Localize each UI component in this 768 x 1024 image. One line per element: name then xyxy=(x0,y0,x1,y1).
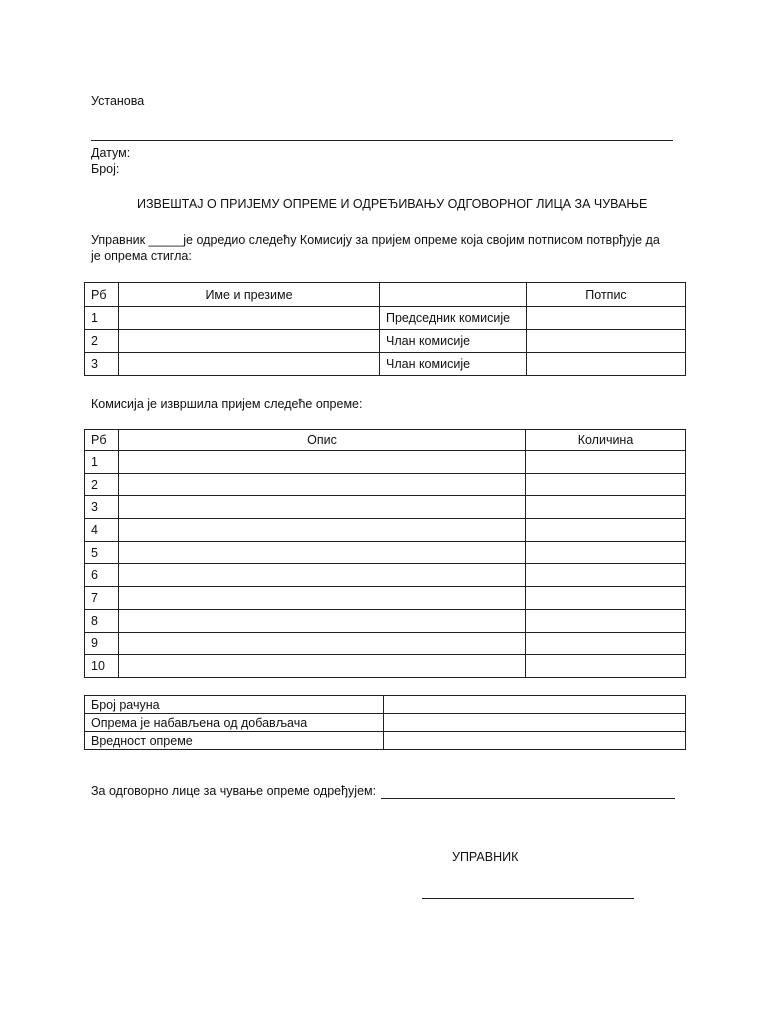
equipment-row-number: 5 xyxy=(85,541,119,564)
table-row xyxy=(85,632,686,655)
committee-table xyxy=(84,282,686,376)
table-row xyxy=(85,519,686,542)
committee-role-cell: Председник комисије xyxy=(380,307,527,330)
equipment-quantity-cell[interactable] xyxy=(526,519,686,542)
equipment-intro: Комисија је извршила пријем следеће опреме: xyxy=(91,397,363,411)
invoice-number-label: Број рачуна xyxy=(85,696,384,714)
equipment-row-number: 2 xyxy=(85,473,119,496)
equipment-row-number: 7 xyxy=(85,587,119,610)
table-row xyxy=(85,307,686,330)
responsible-person-blank-line[interactable] xyxy=(381,798,675,799)
invoice-number-value[interactable] xyxy=(384,696,686,714)
committee-header-rb: Рб xyxy=(85,283,119,307)
number-label: Број: xyxy=(91,162,120,176)
equipment-description-cell[interactable] xyxy=(119,655,526,678)
committee-signature-cell[interactable] xyxy=(527,353,686,376)
manager-signature-line[interactable] xyxy=(422,898,634,899)
equipment-quantity-cell[interactable] xyxy=(526,655,686,678)
equipment-row-number: 8 xyxy=(85,609,119,632)
intro-line-1: Управник _____је одредио следећу Комисију за пријем опреме која својим потписом потврђује да xyxy=(91,233,660,247)
equipment-quantity-cell[interactable] xyxy=(526,496,686,519)
table-row xyxy=(85,541,686,564)
equipment-quantity-cell[interactable] xyxy=(526,473,686,496)
equipment-description-cell[interactable] xyxy=(119,496,526,519)
institution-blank-line[interactable] xyxy=(91,140,673,141)
committee-signature-cell[interactable] xyxy=(527,307,686,330)
committee-row-number: 2 xyxy=(85,330,119,353)
committee-signature-cell[interactable] xyxy=(527,330,686,353)
equipment-quantity-cell[interactable] xyxy=(526,451,686,474)
equipment-quantity-cell[interactable] xyxy=(526,609,686,632)
equipment-description-cell[interactable] xyxy=(119,587,526,610)
equipment-value-label: Вредност опреме xyxy=(85,732,384,750)
table-row xyxy=(85,696,686,714)
committee-table-header xyxy=(85,283,686,307)
equipment-header-rb: Рб xyxy=(85,430,119,451)
equipment-description-cell[interactable] xyxy=(119,609,526,632)
equipment-quantity-cell[interactable] xyxy=(526,541,686,564)
date-label: Датум: xyxy=(91,146,131,160)
table-row xyxy=(85,564,686,587)
committee-header-role xyxy=(380,283,527,307)
table-row xyxy=(85,714,686,732)
equipment-table-header xyxy=(85,430,686,451)
equipment-quantity-cell[interactable] xyxy=(526,587,686,610)
equipment-row-number: 3 xyxy=(85,496,119,519)
equipment-description-cell[interactable] xyxy=(119,564,526,587)
supplier-value[interactable] xyxy=(384,714,686,732)
equipment-header-description: Опис xyxy=(119,430,526,451)
supplier-label: Опрема је набављена од добављача xyxy=(85,714,384,732)
table-row xyxy=(85,451,686,474)
table-row xyxy=(85,330,686,353)
equipment-row-number: 1 xyxy=(85,451,119,474)
equipment-header-quantity: Количина xyxy=(526,430,686,451)
equipment-table xyxy=(84,429,686,678)
responsible-person-label: За одговорно лице за чување опреме одређујем: xyxy=(91,784,377,798)
table-row xyxy=(85,496,686,519)
manager-title: УПРАВНИК xyxy=(452,850,519,864)
institution-label: Установа xyxy=(91,94,145,108)
table-row xyxy=(85,732,686,750)
table-row xyxy=(85,473,686,496)
committee-name-cell[interactable] xyxy=(119,307,380,330)
equipment-row-number: 6 xyxy=(85,564,119,587)
table-row xyxy=(85,587,686,610)
committee-header-name: Име и презиме xyxy=(119,283,380,307)
equipment-description-cell[interactable] xyxy=(119,519,526,542)
page-title: ИЗВЕШТАЈ О ПРИЈЕМУ ОПРЕМЕ И ОДРЕЂИВАЊУ ОДГОВОРНОГ ЛИЦА ЗА ЧУВАЊЕ xyxy=(137,197,648,211)
intro-line-2: је опрема стигла: xyxy=(91,249,192,263)
committee-role-cell: Члан комисије xyxy=(380,330,527,353)
invoice-table xyxy=(84,695,686,750)
committee-row-number: 1 xyxy=(85,307,119,330)
equipment-quantity-cell[interactable] xyxy=(526,564,686,587)
equipment-description-cell[interactable] xyxy=(119,473,526,496)
committee-header-signature: Потпис xyxy=(527,283,686,307)
committee-role-cell: Члан комисије xyxy=(380,353,527,376)
equipment-row-number: 10 xyxy=(85,655,119,678)
equipment-quantity-cell[interactable] xyxy=(526,632,686,655)
equipment-description-cell[interactable] xyxy=(119,451,526,474)
equipment-description-cell[interactable] xyxy=(119,541,526,564)
committee-name-cell[interactable] xyxy=(119,330,380,353)
committee-row-number: 3 xyxy=(85,353,119,376)
equipment-row-number: 4 xyxy=(85,519,119,542)
table-row xyxy=(85,655,686,678)
equipment-value-value[interactable] xyxy=(384,732,686,750)
table-row xyxy=(85,609,686,632)
equipment-description-cell[interactable] xyxy=(119,632,526,655)
equipment-row-number: 9 xyxy=(85,632,119,655)
table-row xyxy=(85,353,686,376)
committee-name-cell[interactable] xyxy=(119,353,380,376)
